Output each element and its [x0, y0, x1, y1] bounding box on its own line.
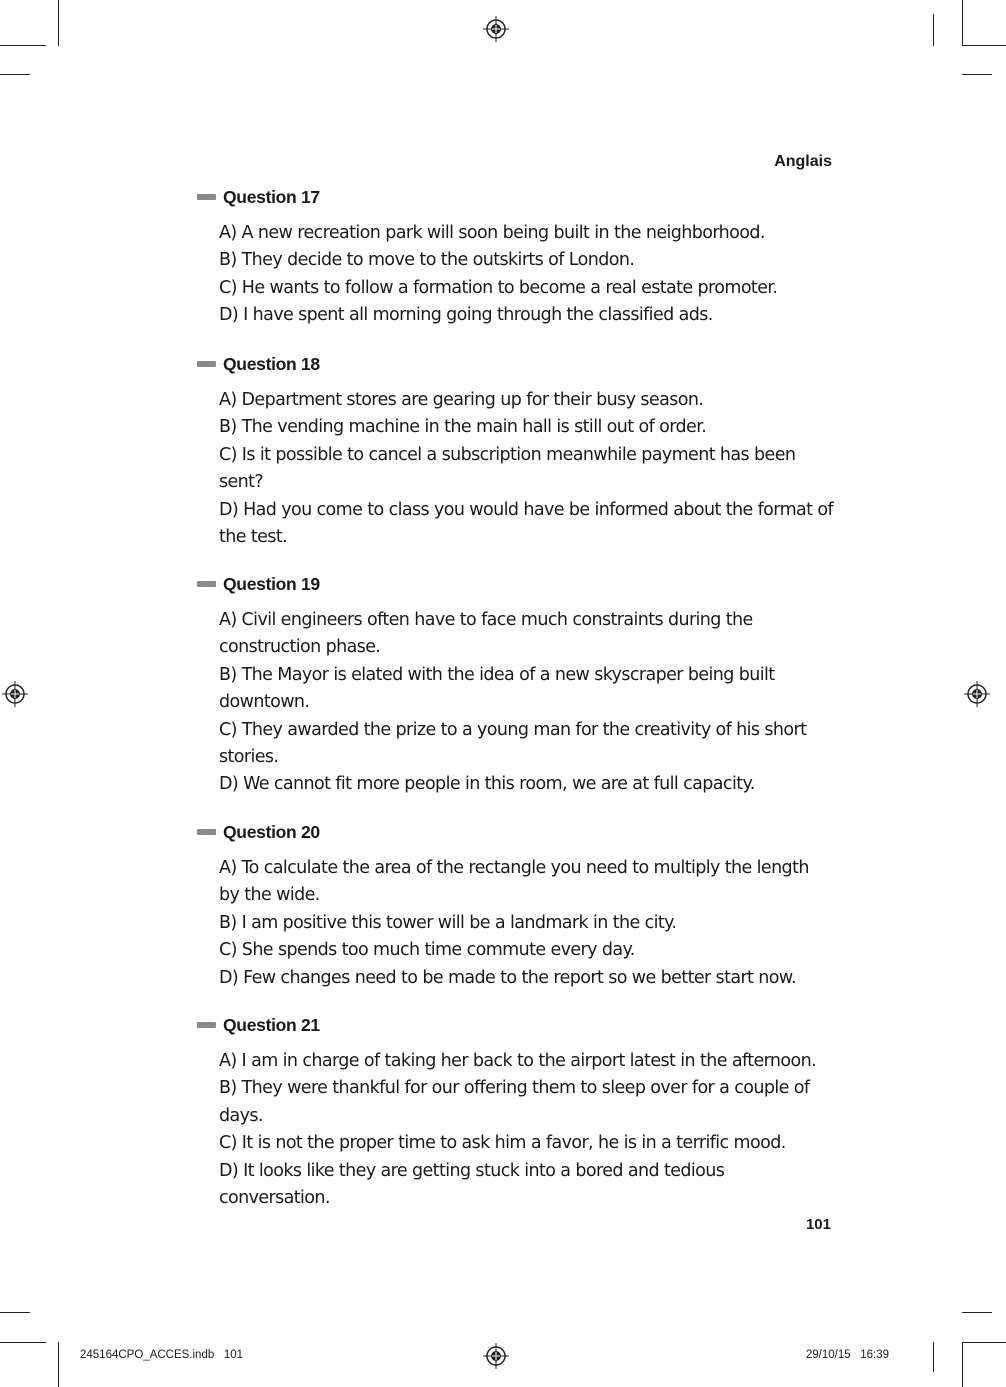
bullet-bar-icon: [197, 194, 216, 200]
section-label: Anglais: [774, 153, 832, 170]
bullet-bar-icon: [197, 361, 216, 367]
crop-mark: [962, 74, 992, 75]
option-d: D) I have spent all morning going through the classified ads.: [219, 305, 713, 326]
option-list: [219, 387, 834, 551]
question-heading: [197, 821, 837, 843]
crop-mark: [962, 1312, 992, 1313]
crop-mark: [933, 1342, 934, 1372]
footer-file-info: 245164CPO_ACCES.indb 101: [80, 1349, 244, 1361]
option-c: C) Is it possible to cancel a subscription meanwhile payment has been sent?: [219, 444, 796, 493]
option-a: A) To calculate the area of the rectangle you need to multiply the length by the wide.: [219, 858, 809, 906]
question-title: Question 17: [223, 186, 320, 207]
option-list: [219, 1048, 834, 1212]
option-a: A) A new recreation park will soon being built in the neighborhood.: [219, 223, 765, 243]
question-block: [197, 821, 837, 992]
option-c: C) He wants to follow a formation to become a real estate promoter.: [219, 277, 778, 298]
question-block: [197, 573, 837, 799]
registration-mark-icon: [2, 681, 28, 707]
option-list: [219, 607, 834, 799]
option-b: B) They decide to move to the outskirts of London.: [219, 250, 635, 271]
page-number: 101: [805, 1216, 831, 1233]
option-b: B) The vending machine in the main hall is still out of order.: [219, 417, 707, 438]
crop-mark: [0, 74, 30, 75]
question-heading: [197, 573, 837, 595]
footer-date: 29/10/15 16:39: [805, 1349, 889, 1361]
option-b: B) I am positive this tower will be a landmark in the city.: [219, 912, 677, 933]
question-title: Question 18: [223, 353, 320, 374]
option-d: D) Had you come to class you would have be informed about the format of the test.: [219, 499, 834, 548]
question-heading: [197, 1014, 837, 1036]
option-list: [219, 855, 834, 992]
crop-mark: [0, 1342, 46, 1343]
question-block: [197, 353, 837, 551]
option-d: D) It looks like they are getting stuck into a bored and tedious conversation.: [219, 1160, 725, 1209]
crop-mark: [58, 0, 59, 46]
option-d: D) We cannot fit more people in this room, we are at full capacity.: [219, 774, 755, 795]
option-b: B) They were thankful for our offering them to sleep over for a couple of days.: [219, 1078, 810, 1126]
option-a: A) Civil engineers often have to face much constraints during the construction phase.: [219, 610, 753, 658]
bullet-bar-icon: [197, 1022, 216, 1028]
bullet-bar-icon: [197, 581, 216, 587]
option-c: C) It is not the proper time to ask him a favor, he is in a terrific mood.: [219, 1133, 786, 1154]
option-c: C) They awarded the prize to a young man for the creativity of his short stories.: [219, 719, 807, 768]
question-heading: [197, 186, 837, 208]
option-b: B) The Mayor is elated with the idea of a new skyscraper being built downtown.: [219, 664, 775, 713]
question-title: Question 21: [223, 1014, 320, 1035]
crop-mark: [962, 0, 963, 46]
crop-mark: [0, 1312, 30, 1313]
crop-mark: [962, 1342, 1006, 1343]
question-title: Question 19: [223, 573, 320, 594]
option-a: A) Department stores are gearing up for their busy season.: [219, 390, 704, 410]
registration-mark-icon: [483, 16, 509, 42]
question-block: [197, 186, 837, 330]
option-list: [219, 220, 834, 330]
question-title: Question 20: [223, 821, 320, 842]
crop-mark: [58, 1342, 59, 1387]
registration-mark-icon: [964, 681, 990, 707]
registration-mark-icon: [483, 1343, 509, 1369]
crop-mark: [962, 45, 1006, 46]
crop-mark: [933, 14, 934, 46]
option-a: A) I am in charge of taking her back to the airport latest in the afternoon.: [219, 1051, 817, 1071]
crop-mark: [962, 1342, 963, 1387]
option-c: C) She spends too much time commute every day.: [219, 940, 635, 961]
question-block: [197, 1014, 837, 1212]
option-d: D) Few changes need to be made to the report so we better start now.: [219, 967, 796, 988]
bullet-bar-icon: [197, 829, 216, 835]
crop-mark: [0, 45, 46, 46]
question-heading: [197, 353, 837, 375]
